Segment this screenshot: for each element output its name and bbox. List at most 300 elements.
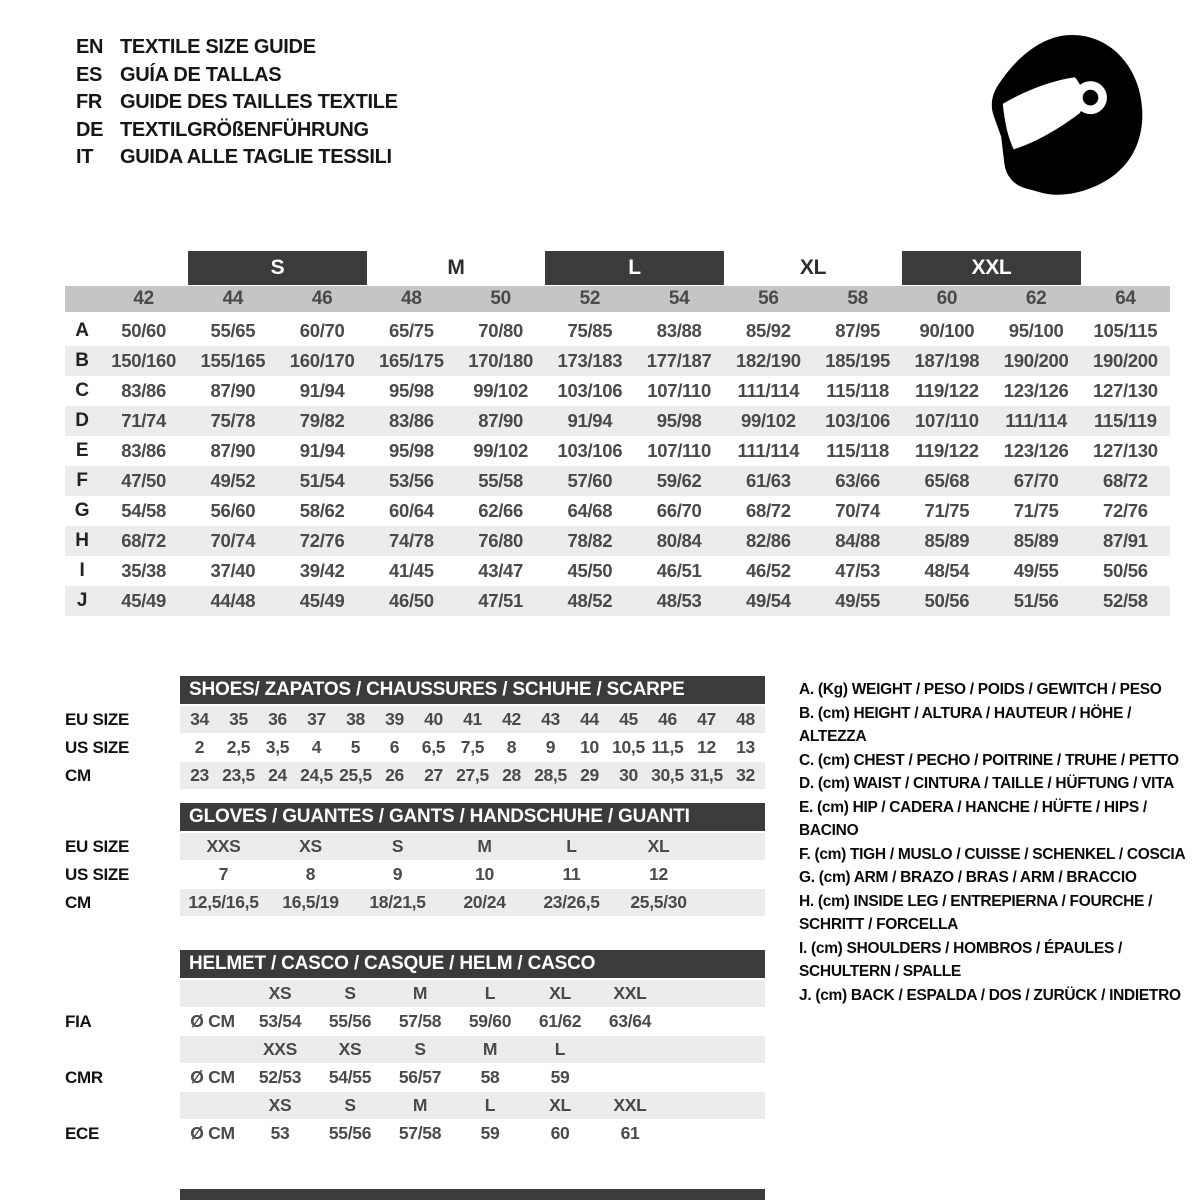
- glove-size-cell: 12,5/16,5: [188, 892, 259, 912]
- size-label-spacer: [65, 251, 188, 285]
- legend-item: E. (cm) HIP / CADERA / HANCHE / HÜFTE / HIPS / BACINO: [799, 798, 1147, 839]
- size-value-cell: 60/70: [299, 320, 345, 341]
- size-value-cell: 59/62: [656, 470, 702, 491]
- size-value-cell: 103/106: [825, 410, 891, 431]
- shoe-size-cell: 35: [229, 709, 248, 729]
- table-row-h: [65, 526, 1170, 556]
- table-row-f: [65, 466, 1170, 496]
- shoe-size-cell: 6,5: [421, 737, 446, 757]
- size-value-cell: 51/54: [299, 470, 345, 491]
- row-letter: D: [75, 410, 89, 431]
- size-value-cell: 76/80: [478, 530, 524, 551]
- glove-size-cell: XL: [647, 836, 670, 856]
- size-value-cell: 115/118: [826, 380, 889, 401]
- shoe-size-cell: 44: [580, 709, 599, 729]
- size-value-cell: 67/70: [1013, 470, 1059, 491]
- size-value-cell: 48/52: [567, 590, 613, 611]
- size-value-cell: 87/91: [1102, 530, 1148, 551]
- size-value-cell: 75/85: [567, 320, 613, 341]
- shoe-size-cell: 25,5: [339, 765, 372, 785]
- row-letter: G: [74, 500, 90, 521]
- shoe-size-cell: 2: [194, 737, 205, 757]
- row-label: EU SIZE: [65, 709, 130, 729]
- standard-label: CMR: [65, 1067, 103, 1087]
- glove-size-cell: M: [477, 836, 492, 856]
- size-label-m: M: [447, 256, 465, 279]
- gloves-size-table: [65, 803, 765, 917]
- size-value-cell: 52/58: [1102, 590, 1148, 611]
- size-value-cell: 68/72: [1102, 470, 1148, 491]
- size-value-cell: 72/76: [1102, 500, 1148, 521]
- size-value-cell: 99/102: [473, 380, 529, 401]
- helmet-size-label: S: [344, 1095, 356, 1115]
- size-value-cell: 48/54: [924, 560, 970, 581]
- size-value-cell: 60/64: [388, 500, 434, 521]
- size-value-cell: 111/114: [737, 440, 800, 461]
- table-row-j: [65, 586, 1170, 616]
- helmet-size-label: M: [412, 983, 428, 1003]
- size-value-cell: 87/95: [835, 320, 881, 341]
- size-value-cell: 99/102: [473, 440, 529, 461]
- size-value-cell: 66/70: [656, 500, 702, 521]
- shoe-size-cell: 48: [736, 709, 755, 729]
- language-row: [76, 62, 398, 90]
- size-label-row: [65, 251, 1170, 285]
- helmet-size-label: XL: [549, 1095, 571, 1115]
- shoe-size-cell: 5: [350, 737, 361, 757]
- row-letter: C: [75, 380, 89, 401]
- shoe-size-cell: 12: [697, 737, 716, 757]
- size-value-cell: 150/160: [111, 350, 177, 371]
- size-value-cell: 50/56: [1102, 560, 1148, 581]
- language-row: [76, 117, 398, 145]
- size-value-cell: 177/187: [646, 350, 712, 371]
- size-value-cell: 65/68: [924, 470, 970, 491]
- row-label: CM: [65, 765, 91, 785]
- shoe-size-cell: 37: [307, 709, 326, 729]
- size-value-cell: 61/63: [745, 470, 791, 491]
- size-value-cell: 48/53: [656, 590, 702, 611]
- size-value-cell: 62/66: [478, 500, 524, 521]
- size-value-cell: 127/130: [1092, 440, 1158, 461]
- helmet-value-row: [65, 1120, 765, 1147]
- row-label: EU SIZE: [65, 836, 130, 856]
- glove-size-cell: 23/26,5: [543, 892, 600, 912]
- helmet-size-value: 60: [550, 1123, 570, 1143]
- size-value-cell: 47/53: [835, 560, 881, 581]
- helmet-size-value: 55/56: [328, 1011, 372, 1031]
- helmet-size-label: L: [554, 1039, 566, 1059]
- row-values: [180, 706, 765, 733]
- helmet-size-value: 56/57: [398, 1067, 442, 1087]
- language-title: TEXTILE SIZE GUIDE: [120, 36, 316, 59]
- shoe-size-cell: 45: [619, 709, 638, 729]
- language-code: IT: [76, 146, 94, 169]
- size-value-cell: 82/86: [745, 530, 791, 551]
- shoe-size-cell: 29: [580, 765, 599, 785]
- table-row-d: [65, 406, 1170, 436]
- shoe-size-cell: 42: [502, 709, 521, 729]
- helmet-size-header-row: [65, 1036, 765, 1063]
- size-value-cell: 44/48: [210, 590, 256, 611]
- size-value-cell: 56/60: [210, 500, 256, 521]
- helmet-size-value: 59/60: [468, 1011, 512, 1031]
- helmet-section-title: HELMET / CASCO / CASQUE / HELM / CASCO: [180, 950, 765, 978]
- shoe-size-cell: 23,5: [222, 765, 255, 785]
- size-value-cell: 49/55: [1013, 560, 1059, 581]
- glove-size-cell: 7: [218, 864, 229, 884]
- unit-label: Ø CM: [190, 1011, 235, 1031]
- helmet-size-label: S: [344, 983, 356, 1003]
- helmet-size-value: 57/58: [398, 1011, 442, 1031]
- helmet-size-value: 61/62: [538, 1011, 582, 1031]
- helmet-size-value: 53: [270, 1123, 290, 1143]
- shoe-size-cell: 26: [385, 765, 404, 785]
- shoe-size-cell: 43: [541, 709, 560, 729]
- column-header: 46: [311, 288, 333, 309]
- size-value-cell: 46/51: [656, 560, 702, 581]
- size-value-cell: 103/106: [557, 440, 623, 461]
- size-value-cell: 95/98: [388, 380, 434, 401]
- row-letter: J: [76, 590, 88, 611]
- size-value-cell: 45/49: [121, 590, 167, 611]
- language-title: GUIDE DES TAILLES TEXTILE: [120, 91, 398, 114]
- size-value-cell: 70/74: [835, 500, 881, 521]
- shoe-size-cell: 39: [385, 709, 404, 729]
- language-title-list: [76, 34, 398, 172]
- shoe-size-cell: 30: [619, 765, 638, 785]
- glove-size-cell: 10: [475, 864, 494, 884]
- size-value-cell: 71/74: [121, 410, 167, 431]
- size-value-cell: 119/122: [914, 380, 979, 401]
- shoe-size-cell: 2,5: [226, 737, 251, 757]
- size-value-cell: 173/183: [557, 350, 623, 371]
- glove-size-cell: 25,5/30: [630, 892, 687, 912]
- helmet-size-header-row: [65, 980, 765, 1007]
- helmet-size-label: S: [414, 1039, 426, 1059]
- measurement-rows: [65, 316, 1170, 616]
- row-values: [180, 1092, 765, 1119]
- table-row-g: [65, 496, 1170, 526]
- shoe-size-cell: 28: [502, 765, 521, 785]
- size-value-cell: 185/195: [825, 350, 891, 371]
- shoe-size-cell: 28,5: [534, 765, 567, 785]
- size-value-cell: 70/74: [210, 530, 256, 551]
- legend-item: D. (cm) WAIST / CINTURA / TAILLE / HÜFTUNG / VITA: [799, 775, 1175, 792]
- shoe-size-cell: 3,5: [265, 737, 290, 757]
- size-value-cell: 87/90: [210, 440, 256, 461]
- table-row: [65, 833, 765, 860]
- size-value-cell: 107/110: [647, 440, 711, 461]
- shoe-size-cell: 24,5: [300, 765, 333, 785]
- glove-size-cell: 11: [562, 864, 581, 884]
- helmet-size-label: XL: [549, 983, 571, 1003]
- size-label-xxl: XXL: [902, 251, 1081, 285]
- size-value-cell: 111/114: [1005, 410, 1067, 431]
- row-letter: I: [79, 560, 85, 581]
- size-value-cell: 55/65: [210, 320, 256, 341]
- size-label-xl: XL: [799, 256, 827, 279]
- size-value-cell: 170/180: [468, 350, 534, 371]
- table-row-c: [65, 376, 1170, 406]
- size-value-cell: 49/54: [745, 590, 791, 611]
- size-value-cell: 103/106: [557, 380, 623, 401]
- helmet-size-value: 61: [620, 1123, 640, 1143]
- shoe-size-cell: 34: [190, 709, 209, 729]
- shoe-size-cell: 10: [580, 737, 599, 757]
- column-header: 58: [847, 288, 868, 309]
- textile-size-table: [65, 251, 1170, 616]
- size-value-cell: 46/52: [745, 560, 791, 581]
- table-row: [65, 706, 765, 733]
- shoe-size-cell: 27,5: [456, 765, 489, 785]
- size-value-cell: 51/56: [1013, 590, 1059, 611]
- helmet-size-label: XXL: [613, 983, 647, 1003]
- racing-helmet-icon: [973, 24, 1161, 212]
- size-value-cell: 95/98: [656, 410, 702, 431]
- column-header: 60: [936, 288, 958, 309]
- helmet-size-label: M: [482, 1039, 498, 1059]
- shoe-size-cell: 27: [424, 765, 443, 785]
- column-header: 52: [579, 288, 601, 309]
- row-values: [180, 1064, 765, 1091]
- legend-item: C. (cm) CHEST / PECHO / POITRINE / TRUHE / PETTO: [799, 751, 1179, 769]
- row-label: [65, 1092, 180, 1119]
- size-value-cell: 127/130: [1092, 380, 1158, 401]
- size-value-cell: 91/94: [299, 380, 345, 401]
- shoe-size-cell: 6: [389, 737, 400, 757]
- shoe-size-cell: 41: [463, 709, 482, 729]
- glove-size-cell: XXS: [206, 836, 241, 856]
- size-value-cell: 160/170: [289, 350, 355, 371]
- shoe-size-cell: 9: [545, 737, 556, 757]
- row-label: US SIZE: [65, 737, 130, 757]
- size-value-cell: 63/66: [835, 470, 881, 491]
- size-value-cell: 54/58: [121, 500, 167, 521]
- size-value-cell: 111/114: [737, 380, 800, 401]
- legend-item: G. (cm) ARM / BRAZO / BRAS / ARM / BRACCIO: [799, 869, 1137, 886]
- size-value-cell: 58/62: [299, 500, 345, 521]
- table-row: [65, 734, 765, 761]
- legend-item: A. (Kg) WEIGHT / PESO / POIDS / GEWITCH / PESO: [799, 681, 1162, 698]
- language-row: [76, 34, 398, 62]
- size-value-cell: 87/90: [210, 380, 256, 401]
- size-value-cell: 43/47: [478, 560, 524, 581]
- helmet-size-label: XXL: [613, 1095, 647, 1115]
- shoe-size-cell: 4: [311, 737, 322, 757]
- size-value-cell: 79/82: [299, 410, 345, 431]
- size-value-cell: 64/68: [567, 500, 613, 521]
- helmet-size-label: XS: [268, 983, 292, 1003]
- unit-label: Ø CM: [190, 1123, 235, 1143]
- size-value-cell: 47/51: [478, 590, 524, 611]
- shoe-size-cell: 40: [424, 709, 443, 729]
- helmet-size-label: L: [484, 1095, 496, 1115]
- size-value-cell: 115/119: [1094, 410, 1157, 431]
- size-value-cell: 85/89: [1013, 530, 1059, 551]
- size-value-cell: 65/75: [388, 320, 434, 341]
- size-value-cell: 35/38: [121, 560, 167, 581]
- shoe-size-cell: 31,5: [690, 765, 723, 785]
- size-value-cell: 55/58: [478, 470, 524, 491]
- row-values: [180, 833, 765, 860]
- size-value-cell: 85/89: [924, 530, 970, 551]
- size-label-l: L: [545, 251, 724, 285]
- helmet-size-value: 55/56: [328, 1123, 372, 1143]
- size-value-cell: 187/198: [914, 350, 980, 371]
- unit-label: Ø CM: [190, 1067, 235, 1087]
- helmet-size-header-row: [65, 1092, 765, 1119]
- size-value-cell: 50/56: [924, 590, 970, 611]
- row-values: [180, 734, 765, 761]
- size-value-cell: 39/42: [299, 560, 345, 581]
- measurement-legend: [799, 678, 1200, 1007]
- size-value-cell: 119/122: [914, 440, 979, 461]
- glove-size-cell: 8: [305, 864, 316, 884]
- language-row: [76, 89, 398, 117]
- helmet-size-label: XS: [338, 1039, 362, 1059]
- size-value-cell: 47/50: [121, 470, 167, 491]
- table-row: [65, 762, 765, 789]
- size-value-cell: 182/190: [735, 350, 801, 371]
- glove-size-cell: XS: [299, 836, 322, 856]
- shoe-size-cell: 36: [268, 709, 287, 729]
- size-value-cell: 80/84: [656, 530, 702, 551]
- row-values: [180, 861, 765, 888]
- size-value-cell: 107/110: [914, 410, 979, 431]
- standard-label: FIA: [65, 1011, 92, 1031]
- column-header: 48: [401, 288, 422, 309]
- size-value-cell: 68/72: [745, 500, 791, 521]
- size-value-cell: 57/60: [567, 470, 613, 491]
- size-value-cell: 78/82: [567, 530, 613, 551]
- table-row-b: [65, 346, 1170, 376]
- row-letter: E: [75, 440, 89, 461]
- size-value-cell: 84/88: [835, 530, 881, 551]
- row-label: [65, 1036, 180, 1063]
- legend-item: B. (cm) HEIGHT / ALTURA / HAUTEUR / HÖHE / ALTEZZA: [799, 704, 1132, 745]
- glove-size-cell: 20/24: [463, 892, 506, 912]
- cropped-next-section-bar: [180, 1189, 765, 1200]
- row-values: [180, 1120, 765, 1147]
- row-values: [180, 762, 765, 789]
- legend-item: F. (cm) TIGH / MUSLO / CUISSE / SCHENKEL / COSCIA: [799, 845, 1186, 863]
- size-value-cell: 105/115: [1093, 320, 1158, 341]
- size-value-cell: 75/78: [210, 410, 256, 431]
- size-value-cell: 95/100: [1008, 320, 1064, 341]
- helmet-size-label: XS: [268, 1095, 292, 1115]
- size-value-cell: 72/76: [299, 530, 345, 551]
- table-row: [65, 861, 765, 888]
- size-value-cell: 123/126: [1003, 440, 1069, 461]
- shoe-size-cell: 46: [658, 709, 677, 729]
- size-value-cell: 50/60: [121, 320, 167, 341]
- row-values: [180, 980, 765, 1007]
- shoes-section-title: SHOES/ ZAPATOS / CHAUSSURES / SCHUHE / SCARPE: [180, 676, 765, 704]
- column-header-spacer: [65, 286, 99, 312]
- language-code: EN: [76, 36, 104, 59]
- legend-item: J. (cm) BACK / ESPALDA / DOS / ZURÜCK / INDIETRO: [799, 986, 1181, 1004]
- shoe-size-cell: 23: [190, 765, 209, 785]
- shoe-size-cell: 32: [736, 765, 755, 785]
- legend-item: H. (cm) INSIDE LEG / ENTREPIERNA / FOURCHE / SCHRITT / FORCELLA: [799, 892, 1153, 933]
- row-values: [180, 889, 765, 916]
- helmet-size-label: M: [412, 1095, 428, 1115]
- glove-size-cell: L: [566, 836, 577, 856]
- size-value-cell: 83/86: [121, 380, 167, 401]
- row-letter: A: [75, 320, 89, 341]
- helmet-size-value: 54/55: [328, 1067, 372, 1087]
- size-value-cell: 95/98: [388, 440, 434, 461]
- size-value-cell: 83/88: [656, 320, 702, 341]
- column-header: 56: [758, 288, 779, 309]
- size-value-cell: 45/50: [567, 560, 613, 581]
- table-row-e: [65, 436, 1170, 466]
- row-letter: B: [75, 350, 89, 371]
- glove-size-cell: 18/21,5: [369, 892, 426, 912]
- language-title: GUÍA DE TALLAS: [120, 63, 282, 86]
- standard-label: ECE: [65, 1123, 100, 1143]
- helmet-size-label: XXS: [262, 1039, 298, 1059]
- row-label: CM: [65, 892, 91, 912]
- size-value-cell: 83/86: [121, 440, 167, 461]
- column-header: 62: [1025, 288, 1047, 309]
- helmet-value-row: [65, 1008, 765, 1035]
- size-value-cell: 123/126: [1003, 380, 1069, 401]
- language-title: GUIDA ALLE TAGLIE TESSILI: [120, 146, 392, 169]
- size-value-cell: 190/200: [1092, 350, 1158, 371]
- size-value-cell: 190/200: [1003, 350, 1069, 371]
- column-header: 50: [490, 288, 511, 309]
- row-label: US SIZE: [65, 864, 130, 884]
- size-value-cell: 107/110: [647, 380, 711, 401]
- size-value-cell: 49/52: [210, 470, 256, 491]
- row-values: [180, 1036, 765, 1063]
- helmet-size-value: 52/53: [258, 1067, 302, 1087]
- row-label: [65, 980, 180, 1007]
- helmet-size-value: 53/54: [258, 1011, 302, 1031]
- table-row-i: [65, 556, 1170, 586]
- column-header: 44: [222, 288, 244, 309]
- size-value-cell: 87/90: [478, 410, 524, 431]
- size-value-cell: 83/86: [388, 410, 434, 431]
- size-value-cell: 41/45: [388, 560, 434, 581]
- glove-size-cell: 16,5/19: [282, 892, 339, 912]
- size-value-cell: 49/55: [835, 590, 881, 611]
- helmet-size-table: [65, 950, 765, 1148]
- language-title: TEXTILGRÖßENFÜHRUNG: [120, 118, 369, 141]
- helmet-size-value: 59: [480, 1123, 500, 1143]
- language-code: FR: [76, 91, 103, 114]
- language-row: [76, 144, 398, 172]
- helmet-value-row: [65, 1064, 765, 1091]
- column-header: 42: [133, 288, 154, 309]
- helmet-size-value: 58: [480, 1067, 500, 1087]
- size-value-cell: 46/50: [388, 590, 434, 611]
- size-value-cell: 165/175: [378, 350, 444, 371]
- language-code: DE: [76, 118, 104, 141]
- size-value-cell: 90/100: [919, 320, 975, 341]
- shoe-size-cell: 7,5: [460, 737, 485, 757]
- size-value-cell: 99/102: [740, 410, 796, 431]
- glove-size-cell: S: [391, 836, 404, 856]
- row-letter: F: [76, 470, 88, 491]
- size-label-s: S: [188, 251, 367, 285]
- row-values: [180, 1008, 765, 1035]
- gloves-section-title: GLOVES / GUANTES / GANTS / HANDSCHUHE / GUANTI: [180, 803, 765, 831]
- shoe-size-cell: 8: [506, 737, 517, 757]
- table-row: [65, 889, 765, 916]
